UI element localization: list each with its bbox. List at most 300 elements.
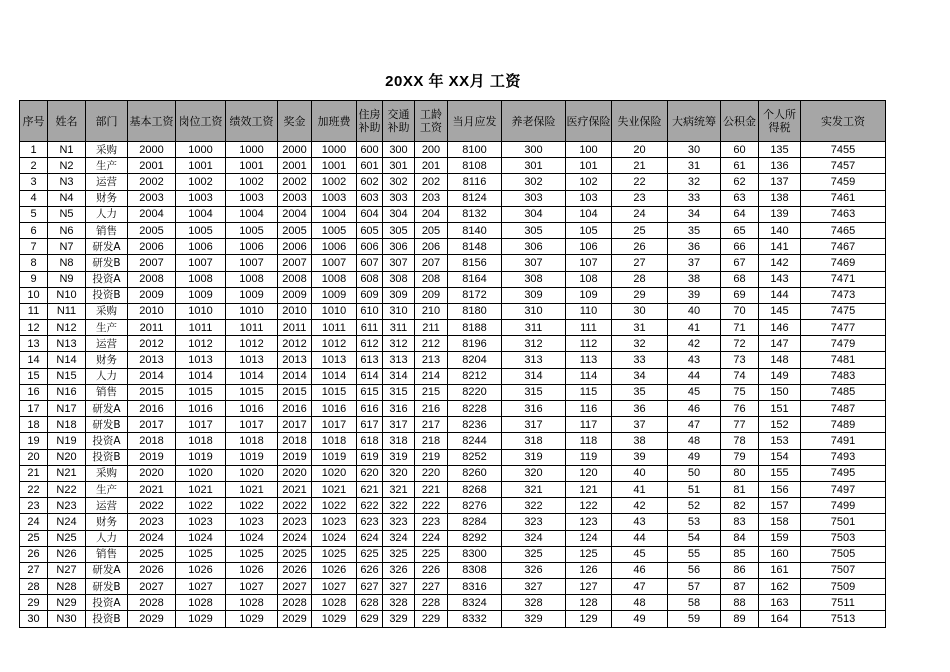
table-cell[interactable]: 1029 [176, 611, 226, 627]
table-cell[interactable]: 73 [721, 352, 759, 368]
table-cell[interactable]: 研发A [86, 239, 128, 255]
table-cell[interactable]: 1003 [312, 190, 357, 206]
table-cell[interactable]: 136 [759, 158, 801, 174]
table-cell[interactable]: 8156 [448, 255, 502, 271]
table-cell[interactable]: 76 [721, 401, 759, 417]
table-cell[interactable]: 1005 [312, 222, 357, 238]
table-cell[interactable]: 102 [566, 174, 612, 190]
table-cell[interactable]: 2009 [128, 287, 176, 303]
table-cell[interactable]: 49 [668, 449, 721, 465]
table-cell[interactable]: 人力 [86, 206, 128, 222]
table-cell[interactable]: 2001 [128, 158, 176, 174]
table-cell[interactable]: 36 [668, 239, 721, 255]
table-cell[interactable]: 1020 [312, 465, 357, 481]
table-cell[interactable]: 74 [721, 368, 759, 384]
table-cell[interactable]: 1008 [226, 271, 278, 287]
table-cell[interactable]: 309 [502, 287, 566, 303]
table-cell[interactable]: 159 [759, 530, 801, 546]
table-cell[interactable]: 80 [721, 465, 759, 481]
table-cell[interactable]: 7475 [801, 303, 886, 319]
table-cell[interactable]: 人力 [86, 368, 128, 384]
table-cell[interactable]: 55 [668, 546, 721, 562]
table-cell[interactable]: 47 [612, 579, 668, 595]
table-cell[interactable]: 29 [20, 595, 48, 611]
table-cell[interactable]: 210 [415, 303, 448, 319]
table-cell[interactable]: 1019 [312, 449, 357, 465]
table-cell[interactable]: 8116 [448, 174, 502, 190]
table-cell[interactable]: 82 [721, 498, 759, 514]
table-cell[interactable]: 627 [357, 579, 383, 595]
table-cell[interactable]: 201 [415, 158, 448, 174]
table-cell[interactable]: 216 [415, 401, 448, 417]
table-cell[interactable]: 217 [415, 417, 448, 433]
table-cell[interactable]: 运营 [86, 336, 128, 352]
table-cell[interactable]: 69 [721, 287, 759, 303]
table-cell[interactable]: 1011 [176, 320, 226, 336]
table-cell[interactable]: 采购 [86, 465, 128, 481]
table-cell[interactable]: 150 [759, 384, 801, 400]
table-cell[interactable]: 83 [721, 514, 759, 530]
table-cell[interactable]: 158 [759, 514, 801, 530]
table-cell[interactable]: 105 [566, 222, 612, 238]
table-cell[interactable]: 2014 [278, 368, 312, 384]
table-cell[interactable]: 2006 [128, 239, 176, 255]
table-cell[interactable]: 1006 [226, 239, 278, 255]
table-cell[interactable]: 618 [357, 433, 383, 449]
column-header[interactable]: 公积金 [721, 101, 759, 142]
table-cell[interactable]: 147 [759, 336, 801, 352]
table-cell[interactable]: 1028 [226, 595, 278, 611]
table-cell[interactable]: 601 [357, 158, 383, 174]
table-cell[interactable]: 8140 [448, 222, 502, 238]
table-cell[interactable]: 129 [566, 611, 612, 627]
table-cell[interactable]: 2017 [128, 417, 176, 433]
table-cell[interactable]: 300 [383, 142, 415, 158]
table-cell[interactable]: 146 [759, 320, 801, 336]
table-cell[interactable]: 2009 [278, 287, 312, 303]
table-cell[interactable]: 39 [612, 449, 668, 465]
table-cell[interactable]: 72 [721, 336, 759, 352]
table-cell[interactable]: 1012 [312, 336, 357, 352]
table-cell[interactable]: 138 [759, 190, 801, 206]
table-cell[interactable]: 1021 [226, 481, 278, 497]
table-cell[interactable]: 1011 [312, 320, 357, 336]
table-cell[interactable]: 7511 [801, 595, 886, 611]
table-cell[interactable]: 156 [759, 481, 801, 497]
table-cell[interactable]: 154 [759, 449, 801, 465]
table-cell[interactable]: 1018 [226, 433, 278, 449]
table-cell[interactable]: 3 [20, 174, 48, 190]
table-cell[interactable]: 24 [612, 206, 668, 222]
table-cell[interactable]: 113 [566, 352, 612, 368]
table-cell[interactable]: 人力 [86, 530, 128, 546]
table-cell[interactable]: 6 [20, 222, 48, 238]
table-cell[interactable]: 1018 [312, 433, 357, 449]
table-cell[interactable]: 604 [357, 206, 383, 222]
table-cell[interactable]: 2000 [128, 142, 176, 158]
table-cell[interactable]: 54 [668, 530, 721, 546]
table-cell[interactable]: 148 [759, 352, 801, 368]
table-cell[interactable]: 7467 [801, 239, 886, 255]
table-cell[interactable]: 100 [566, 142, 612, 158]
table-cell[interactable]: 32 [612, 336, 668, 352]
table-cell[interactable]: 42 [612, 498, 668, 514]
table-cell[interactable]: 207 [415, 255, 448, 271]
table-cell[interactable]: 8284 [448, 514, 502, 530]
table-cell[interactable]: 110 [566, 303, 612, 319]
table-cell[interactable]: 2028 [128, 595, 176, 611]
table-cell[interactable]: 8100 [448, 142, 502, 158]
table-cell[interactable]: 221 [415, 481, 448, 497]
table-cell[interactable]: 137 [759, 174, 801, 190]
table-cell[interactable]: 13 [20, 336, 48, 352]
table-cell[interactable]: 15 [20, 368, 48, 384]
table-cell[interactable]: 323 [502, 514, 566, 530]
table-cell[interactable]: 投资B [86, 287, 128, 303]
table-cell[interactable]: 218 [415, 433, 448, 449]
table-cell[interactable]: 37 [612, 417, 668, 433]
table-cell[interactable]: 1025 [176, 546, 226, 562]
table-cell[interactable]: 43 [612, 514, 668, 530]
table-cell[interactable]: 2022 [278, 498, 312, 514]
table-cell[interactable]: 610 [357, 303, 383, 319]
table-cell[interactable]: 研发A [86, 401, 128, 417]
table-cell[interactable]: 8124 [448, 190, 502, 206]
table-cell[interactable]: 1019 [176, 449, 226, 465]
table-cell[interactable]: 305 [383, 222, 415, 238]
table-cell[interactable]: 1012 [176, 336, 226, 352]
table-cell[interactable]: 307 [383, 255, 415, 271]
table-cell[interactable]: 8292 [448, 530, 502, 546]
table-cell[interactable]: 8164 [448, 271, 502, 287]
table-cell[interactable]: N16 [48, 384, 86, 400]
table-cell[interactable]: 2023 [128, 514, 176, 530]
table-cell[interactable]: N17 [48, 401, 86, 417]
table-cell[interactable]: 304 [502, 206, 566, 222]
table-cell[interactable]: 624 [357, 530, 383, 546]
table-cell[interactable]: 602 [357, 174, 383, 190]
table-cell[interactable]: 311 [383, 320, 415, 336]
table-cell[interactable]: 26 [612, 239, 668, 255]
table-cell[interactable]: 2013 [278, 352, 312, 368]
table-cell[interactable]: 116 [566, 401, 612, 417]
table-cell[interactable]: 2014 [128, 368, 176, 384]
table-cell[interactable]: N6 [48, 222, 86, 238]
table-cell[interactable]: N2 [48, 158, 86, 174]
table-cell[interactable]: N27 [48, 562, 86, 578]
table-cell[interactable]: 112 [566, 336, 612, 352]
table-cell[interactable]: 1017 [226, 417, 278, 433]
table-cell[interactable]: 1010 [312, 303, 357, 319]
table-cell[interactable]: 1008 [176, 271, 226, 287]
table-cell[interactable]: 2005 [128, 222, 176, 238]
table-cell[interactable]: 107 [566, 255, 612, 271]
table-cell[interactable]: 163 [759, 595, 801, 611]
table-cell[interactable]: 307 [502, 255, 566, 271]
table-cell[interactable]: 211 [415, 320, 448, 336]
table-cell[interactable]: 30 [668, 142, 721, 158]
table-cell[interactable]: 32 [668, 174, 721, 190]
table-cell[interactable]: 33 [612, 352, 668, 368]
table-cell[interactable]: 运营 [86, 174, 128, 190]
table-cell[interactable]: 322 [383, 498, 415, 514]
table-cell[interactable]: 51 [668, 481, 721, 497]
table-cell[interactable]: N3 [48, 174, 86, 190]
table-cell[interactable]: 44 [612, 530, 668, 546]
table-cell[interactable]: 14 [20, 352, 48, 368]
table-cell[interactable]: N25 [48, 530, 86, 546]
table-cell[interactable]: 研发B [86, 255, 128, 271]
table-cell[interactable]: 2016 [278, 401, 312, 417]
table-cell[interactable]: 301 [383, 158, 415, 174]
column-header[interactable]: 失业保险 [612, 101, 668, 142]
table-cell[interactable]: 投资A [86, 271, 128, 287]
table-cell[interactable]: 投资A [86, 433, 128, 449]
table-cell[interactable]: 25 [20, 530, 48, 546]
table-cell[interactable]: 1020 [176, 465, 226, 481]
table-cell[interactable]: 135 [759, 142, 801, 158]
table-cell[interactable]: 318 [502, 433, 566, 449]
table-cell[interactable]: N20 [48, 449, 86, 465]
table-cell[interactable]: 1014 [226, 368, 278, 384]
table-cell[interactable]: 306 [383, 239, 415, 255]
table-cell[interactable]: 225 [415, 546, 448, 562]
table-cell[interactable]: 1002 [226, 174, 278, 190]
table-cell[interactable]: 157 [759, 498, 801, 514]
table-cell[interactable]: 143 [759, 271, 801, 287]
table-cell[interactable]: 2000 [278, 142, 312, 158]
table-cell[interactable]: 19 [20, 433, 48, 449]
table-cell[interactable]: 206 [415, 239, 448, 255]
table-cell[interactable]: 88 [721, 595, 759, 611]
table-cell[interactable]: 38 [668, 271, 721, 287]
table-cell[interactable]: 1024 [226, 530, 278, 546]
column-header[interactable]: 岗位工资 [176, 101, 226, 142]
table-cell[interactable]: 8308 [448, 562, 502, 578]
table-cell[interactable]: 61 [721, 158, 759, 174]
table-cell[interactable]: 312 [502, 336, 566, 352]
table-cell[interactable]: 200 [415, 142, 448, 158]
table-cell[interactable]: 226 [415, 562, 448, 578]
table-cell[interactable]: 财务 [86, 352, 128, 368]
table-cell[interactable]: 2010 [128, 303, 176, 319]
table-cell[interactable]: 119 [566, 449, 612, 465]
table-cell[interactable]: 1004 [312, 206, 357, 222]
table-cell[interactable]: 600 [357, 142, 383, 158]
table-cell[interactable]: 39 [668, 287, 721, 303]
table-cell[interactable]: 28 [20, 579, 48, 595]
table-cell[interactable]: 104 [566, 206, 612, 222]
table-cell[interactable]: 106 [566, 239, 612, 255]
table-cell[interactable]: 115 [566, 384, 612, 400]
table-cell[interactable]: 1015 [176, 384, 226, 400]
table-cell[interactable]: 48 [668, 433, 721, 449]
table-cell[interactable]: 2023 [278, 514, 312, 530]
table-cell[interactable]: 18 [20, 417, 48, 433]
table-cell[interactable]: 611 [357, 320, 383, 336]
table-cell[interactable]: 7499 [801, 498, 886, 514]
table-cell[interactable]: 42 [668, 336, 721, 352]
table-cell[interactable]: 财务 [86, 190, 128, 206]
table-cell[interactable]: 销售 [86, 546, 128, 562]
table-cell[interactable]: 327 [502, 579, 566, 595]
table-cell[interactable]: 155 [759, 465, 801, 481]
table-cell[interactable]: 26 [20, 546, 48, 562]
table-cell[interactable]: 123 [566, 514, 612, 530]
table-cell[interactable]: 614 [357, 368, 383, 384]
table-cell[interactable]: 1026 [226, 562, 278, 578]
table-cell[interactable]: 609 [357, 287, 383, 303]
table-cell[interactable]: 35 [612, 384, 668, 400]
table-cell[interactable]: 617 [357, 417, 383, 433]
table-cell[interactable]: 8132 [448, 206, 502, 222]
table-cell[interactable]: 8316 [448, 579, 502, 595]
table-cell[interactable]: 608 [357, 271, 383, 287]
table-cell[interactable]: N9 [48, 271, 86, 287]
table-cell[interactable]: 304 [383, 206, 415, 222]
table-cell[interactable]: 616 [357, 401, 383, 417]
table-cell[interactable]: 2020 [128, 465, 176, 481]
table-cell[interactable]: 7503 [801, 530, 886, 546]
table-cell[interactable]: 7465 [801, 222, 886, 238]
column-header[interactable]: 姓名 [48, 101, 86, 142]
column-header[interactable]: 大病统筹 [668, 101, 721, 142]
table-cell[interactable]: 623 [357, 514, 383, 530]
table-cell[interactable]: 21 [612, 158, 668, 174]
table-cell[interactable]: 2017 [278, 417, 312, 433]
column-header[interactable]: 住房补助 [357, 101, 383, 142]
table-cell[interactable]: 56 [668, 562, 721, 578]
table-cell[interactable]: 308 [383, 271, 415, 287]
table-cell[interactable]: 1022 [226, 498, 278, 514]
table-cell[interactable]: N23 [48, 498, 86, 514]
table-cell[interactable]: 1007 [176, 255, 226, 271]
table-cell[interactable]: 329 [502, 611, 566, 627]
table-cell[interactable]: 2019 [278, 449, 312, 465]
table-cell[interactable]: 研发B [86, 579, 128, 595]
table-cell[interactable]: 27 [20, 562, 48, 578]
table-cell[interactable]: 43 [668, 352, 721, 368]
table-cell[interactable]: 1007 [226, 255, 278, 271]
table-cell[interactable]: 153 [759, 433, 801, 449]
table-cell[interactable]: 607 [357, 255, 383, 271]
table-cell[interactable]: 213 [415, 352, 448, 368]
table-cell[interactable]: 30 [20, 611, 48, 627]
table-cell[interactable]: 319 [383, 449, 415, 465]
table-cell[interactable]: 58 [668, 595, 721, 611]
table-cell[interactable]: 204 [415, 206, 448, 222]
table-cell[interactable]: N1 [48, 142, 86, 158]
table-cell[interactable]: 2019 [128, 449, 176, 465]
table-cell[interactable]: 62 [721, 174, 759, 190]
table-cell[interactable]: 314 [383, 368, 415, 384]
table-cell[interactable]: 164 [759, 611, 801, 627]
table-cell[interactable]: 151 [759, 401, 801, 417]
table-cell[interactable]: 2025 [128, 546, 176, 562]
table-cell[interactable]: 1024 [176, 530, 226, 546]
table-cell[interactable]: 1000 [312, 142, 357, 158]
table-cell[interactable]: 27 [612, 255, 668, 271]
table-cell[interactable]: 1000 [226, 142, 278, 158]
table-cell[interactable]: 312 [383, 336, 415, 352]
table-cell[interactable]: 1005 [226, 222, 278, 238]
table-cell[interactable]: 1017 [176, 417, 226, 433]
table-cell[interactable]: 202 [415, 174, 448, 190]
table-cell[interactable]: 111 [566, 320, 612, 336]
table-cell[interactable]: 35 [668, 222, 721, 238]
table-cell[interactable]: 87 [721, 579, 759, 595]
table-cell[interactable]: 7477 [801, 320, 886, 336]
table-cell[interactable]: 2001 [278, 158, 312, 174]
table-cell[interactable]: 2016 [128, 401, 176, 417]
table-cell[interactable]: 7461 [801, 190, 886, 206]
table-cell[interactable]: 2011 [278, 320, 312, 336]
table-cell[interactable]: 7487 [801, 401, 886, 417]
table-cell[interactable]: N29 [48, 595, 86, 611]
table-cell[interactable]: 37 [668, 255, 721, 271]
column-header[interactable]: 养老保险 [502, 101, 566, 142]
table-cell[interactable]: 203 [415, 190, 448, 206]
table-cell[interactable]: 2026 [128, 562, 176, 578]
table-cell[interactable]: 302 [502, 174, 566, 190]
table-cell[interactable]: 1028 [312, 595, 357, 611]
table-cell[interactable]: 8220 [448, 384, 502, 400]
table-cell[interactable]: 1021 [312, 481, 357, 497]
table-cell[interactable]: 47 [668, 417, 721, 433]
table-cell[interactable]: 303 [383, 190, 415, 206]
table-cell[interactable]: 40 [612, 465, 668, 481]
table-cell[interactable]: 8180 [448, 303, 502, 319]
table-cell[interactable]: 25 [612, 222, 668, 238]
table-cell[interactable]: 124 [566, 530, 612, 546]
table-cell[interactable]: 85 [721, 546, 759, 562]
table-cell[interactable]: 626 [357, 562, 383, 578]
table-cell[interactable]: 7505 [801, 546, 886, 562]
table-cell[interactable]: 2015 [128, 384, 176, 400]
table-cell[interactable]: 149 [759, 368, 801, 384]
table-cell[interactable]: 生产 [86, 320, 128, 336]
column-header[interactable]: 部门 [86, 101, 128, 142]
table-cell[interactable]: 1015 [226, 384, 278, 400]
table-cell[interactable]: N12 [48, 320, 86, 336]
table-cell[interactable]: 8204 [448, 352, 502, 368]
table-cell[interactable]: 2021 [128, 481, 176, 497]
table-cell[interactable]: 7507 [801, 562, 886, 578]
table-cell[interactable]: 1013 [226, 352, 278, 368]
table-cell[interactable]: 103 [566, 190, 612, 206]
table-cell[interactable]: 23 [612, 190, 668, 206]
table-cell[interactable]: 46 [612, 562, 668, 578]
table-cell[interactable]: 1010 [176, 303, 226, 319]
table-cell[interactable]: 49 [612, 611, 668, 627]
table-cell[interactable]: 1025 [312, 546, 357, 562]
table-cell[interactable]: 2013 [128, 352, 176, 368]
table-cell[interactable]: 227 [415, 579, 448, 595]
table-cell[interactable]: 77 [721, 417, 759, 433]
table-cell[interactable]: 620 [357, 465, 383, 481]
table-cell[interactable]: 212 [415, 336, 448, 352]
table-cell[interactable]: 63 [721, 190, 759, 206]
table-cell[interactable]: 52 [668, 498, 721, 514]
table-cell[interactable]: 4 [20, 190, 48, 206]
table-cell[interactable]: 1013 [176, 352, 226, 368]
table-cell[interactable]: 68 [721, 271, 759, 287]
table-cell[interactable]: 7469 [801, 255, 886, 271]
table-cell[interactable]: 57 [668, 579, 721, 595]
table-cell[interactable]: 1004 [176, 206, 226, 222]
table-cell[interactable]: 220 [415, 465, 448, 481]
table-cell[interactable]: 625 [357, 546, 383, 562]
